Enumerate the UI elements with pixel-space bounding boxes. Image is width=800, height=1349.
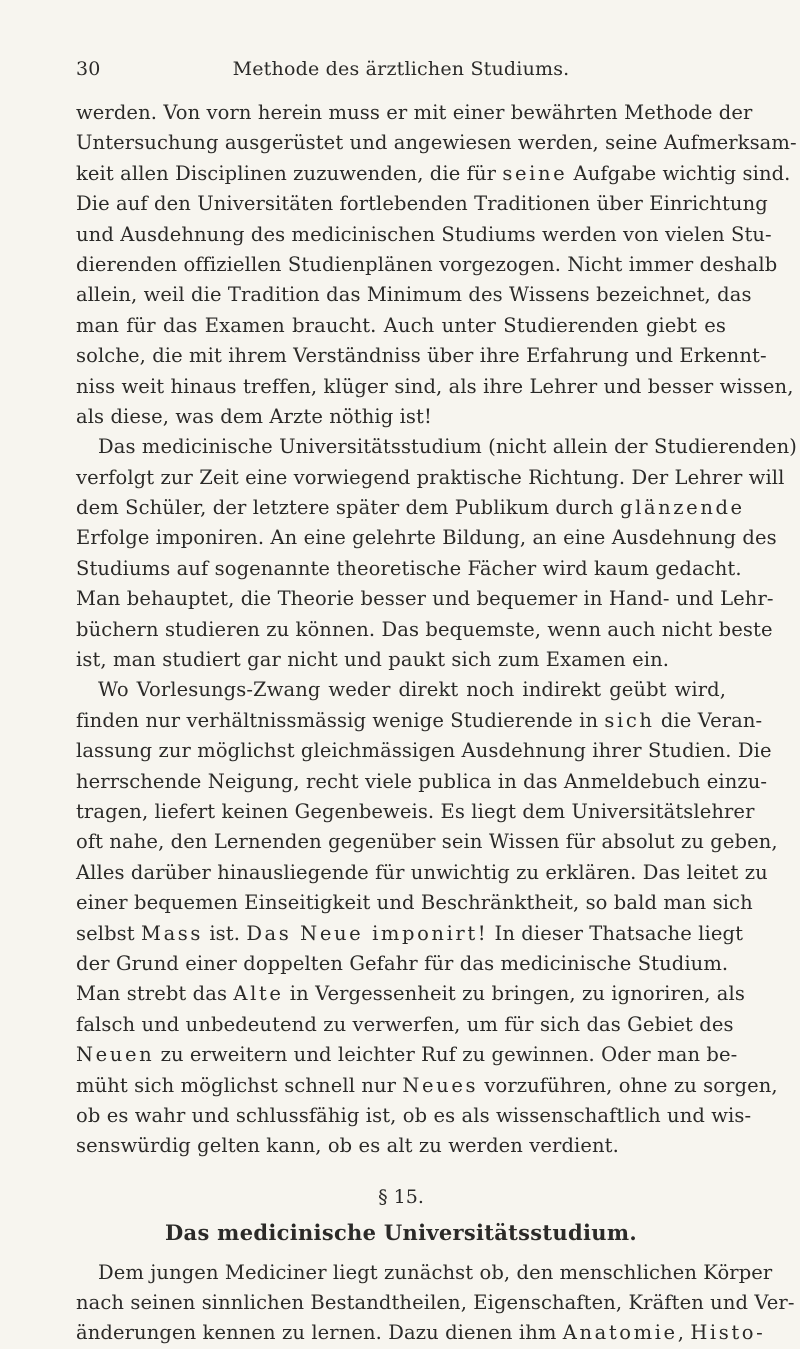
text-run: man für das Examen braucht. Auch unter Studierenden giebt es <box>76 313 726 337</box>
text-run: Alles darüber hinausliegende für unwichtig zu erklären. Das leitet zu <box>76 860 768 884</box>
text-run: ist. <box>203 921 247 945</box>
text-line <box>76 888 753 918</box>
section-number: § 15. <box>378 1185 424 1208</box>
text-run: als diese, was dem Arzte nöthig ist! <box>76 404 432 428</box>
text-run: in Vergessenheit zu bringen, zu ignoriren, als <box>283 982 745 1006</box>
text-run: , <box>677 1321 691 1345</box>
text-run: In dieser Thatsache liegt <box>488 921 744 945</box>
text-run: herrschende Neigung, recht viele publica in das Anmeldebuch einzu- <box>76 769 768 793</box>
spaced-emphasis: Histo- <box>690 1321 766 1345</box>
text-line <box>76 1010 734 1040</box>
spaced-emphasis: Mass <box>141 921 204 945</box>
spaced-emphasis: Alte <box>233 982 284 1006</box>
text-run: ist, man studiert gar nicht und paukt sich zum Examen ein. <box>76 648 670 672</box>
text-run: selbst <box>76 921 142 945</box>
text-run: Das medicinische Universitätsstudium (nicht allein der Studierenden) <box>98 435 797 459</box>
text-run: dem Schüler, der letztere später dem Publikum durch <box>76 496 620 520</box>
text-line <box>76 767 768 797</box>
text-line <box>76 1071 778 1101</box>
text-line <box>76 159 791 189</box>
text-line <box>76 432 797 462</box>
text-line <box>76 402 726 432</box>
text-line <box>76 645 726 675</box>
text-run: zu erweitern und leichter Ruf zu gewinnen. Oder man be- <box>154 1043 738 1067</box>
body-text <box>76 98 797 1162</box>
text-line <box>76 675 726 705</box>
text-line <box>76 493 745 523</box>
text-run: änderungen kennen zu lernen. Dazu dienen ihm <box>76 1321 563 1345</box>
text-run: Dem jungen Mediciner liegt zunächst ob, den menschlichen Körper <box>98 1260 773 1284</box>
paragraph <box>76 432 797 675</box>
spaced-emphasis: Anatomie <box>562 1321 678 1345</box>
text-run: solche, die mit ihrem Verständniss über ihre Erfahrung und Erkennt- <box>76 344 767 368</box>
text-line <box>76 858 768 888</box>
text-line <box>76 554 742 584</box>
text-run: nach seinen sinnlichen Bestandtheilen, Eigenschaften, Kräften und Ver- <box>76 1291 795 1315</box>
section-body-text <box>76 1258 795 1349</box>
paragraph <box>76 1258 795 1349</box>
text-line <box>76 220 772 250</box>
spaced-emphasis: Das Neue imponirt! <box>246 921 489 945</box>
spaced-emphasis: Neues <box>402 1073 479 1097</box>
text-run: verfolgt zur Zeit eine vorwiegend praktische Richtung. Der Lehrer will <box>76 465 785 489</box>
text-line <box>76 189 768 219</box>
text-run: Man strebt das <box>76 982 234 1006</box>
text-line <box>76 463 785 493</box>
text-run: allein, weil die Tradition das Minimum des Wissens bezeichnet, das <box>76 283 752 307</box>
paragraph <box>76 98 797 432</box>
text-run: vorzuführen, ohne zu sorgen, <box>478 1073 778 1097</box>
text-run: Studiums auf sogenannte theoretische Fächer wird kaum gedacht. <box>76 556 742 580</box>
text-run: Man behauptet, die Theorie besser und bequemer in Hand- und Lehr- <box>76 587 774 611</box>
text-run: keit allen Disciplinen zuzuwenden, die für <box>76 161 503 185</box>
text-line <box>76 280 752 310</box>
text-line <box>76 1040 738 1070</box>
text-run: finden nur verhältnissmässig wenige Studierende in <box>76 708 605 732</box>
text-run: lassung zur möglichst gleichmässigen Ausdehnung ihrer Studien. Die <box>76 739 772 763</box>
text-line <box>76 1101 752 1131</box>
spaced-emphasis: glänzende <box>620 496 745 520</box>
text-run: dierenden offiziellen Studienplänen vorgezogen. Nicht immer deshalb <box>76 252 778 276</box>
text-run: oft nahe, den Lernenden gegenüber sein Wissen für absolut zu geben, <box>76 830 778 854</box>
text-line <box>76 372 794 402</box>
text-run: die Veran- <box>654 708 763 732</box>
text-line <box>76 1131 726 1161</box>
text-run: der Grund einer doppelten Gefahr für das medicinische Studium. <box>76 951 729 975</box>
text-run: müht sich möglichst schnell nur <box>76 1073 403 1097</box>
text-run: Erfolge imponiren. An eine gelehrte Bildung, an eine Ausdehnung des <box>76 526 777 550</box>
text-run: Untersuchung ausgerüstet und angewiesen werden, seine Aufmerksam- <box>76 131 797 155</box>
text-line <box>76 979 745 1009</box>
text-run: Aufgabe wichtig sind. <box>567 161 791 185</box>
text-run: Wo Vorlesungs-Zwang weder direkt noch indirekt geübt wird, <box>98 678 726 702</box>
text-line <box>76 1318 766 1348</box>
text-line <box>76 311 726 341</box>
text-line <box>76 706 763 736</box>
text-run: büchern studieren zu können. Das bequemste, wenn auch nicht beste <box>76 617 773 641</box>
text-run: niss weit hinaus treffen, klüger sind, als ihre Lehrer und besser wissen, <box>76 374 794 398</box>
text-run: ob es wahr und schlussfähig ist, ob es als wissenschaftlich und wis- <box>76 1103 752 1127</box>
paragraph <box>76 675 778 1161</box>
text-line <box>76 341 767 371</box>
text-line <box>76 1288 795 1318</box>
text-line <box>76 949 729 979</box>
text-run: tragen, liefert keinen Gegenbeweis. Es liegt dem Universitätslehrer <box>76 799 755 823</box>
page-number: 30 <box>76 58 101 80</box>
text-line <box>76 98 753 128</box>
running-title: Methode des ärztlichen Studiums. <box>232 58 570 80</box>
book-page <box>76 58 797 1349</box>
text-line <box>76 736 772 766</box>
section-heading: Das medicinische Universitätsstudium. <box>165 1219 637 1245</box>
spaced-emphasis: seine <box>502 161 568 185</box>
text-line <box>76 827 778 857</box>
text-line <box>76 523 777 553</box>
text-line <box>76 1258 773 1288</box>
text-line <box>76 797 755 827</box>
text-line <box>76 919 744 949</box>
text-line <box>76 584 774 614</box>
spaced-emphasis: Neuen <box>76 1043 155 1067</box>
spaced-emphasis: sich <box>604 708 655 732</box>
text-run: Die auf den Universitäten fortlebenden Traditionen über Einrichtung <box>76 192 768 216</box>
text-line <box>76 128 797 158</box>
text-run: werden. Von vorn herein muss er mit einer bewährten Methode der <box>76 101 753 124</box>
text-line <box>76 250 778 280</box>
text-run: einer bequemen Einseitigkeit und Beschränktheit, so bald man sich <box>76 891 753 915</box>
text-run: und Ausdehnung des medicinischen Studiums werden von vielen Stu- <box>76 222 772 246</box>
text-line <box>76 615 773 645</box>
running-head <box>76 58 726 92</box>
text-run: falsch und unbedeutend zu verwerfen, um für sich das Gebiet des <box>76 1012 734 1036</box>
text-run: senswürdig gelten kann, ob es alt zu werden verdient. <box>76 1134 619 1158</box>
